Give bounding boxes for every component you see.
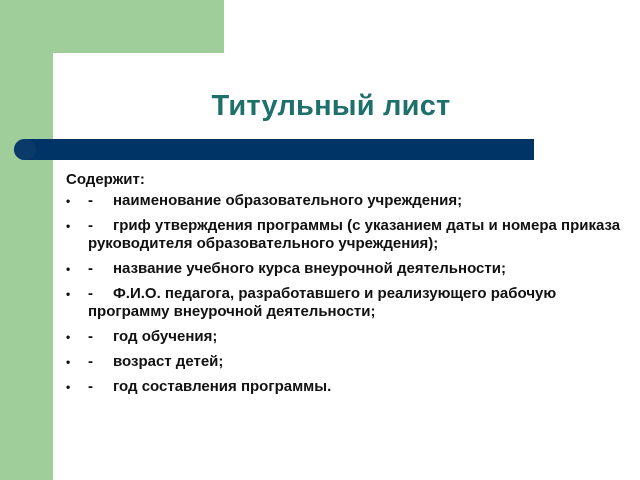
slide-content [66, 171, 626, 403]
title-underline-bar-cap [14, 139, 36, 160]
list-item-text: возраст детей; [113, 353, 224, 370]
list-item [66, 378, 626, 396]
dash-marker: - [88, 378, 93, 395]
bullet-icon: • [66, 355, 71, 369]
dash-marker: - [88, 192, 93, 209]
bullet-icon: • [66, 330, 71, 344]
dash-marker: - [88, 353, 93, 370]
bullet-list [66, 192, 626, 396]
content-lead: Содержит: [66, 171, 145, 188]
green-top-band [0, 0, 224, 53]
green-side-band [0, 0, 53, 480]
list-item-text: название учебного курса внеурочной деятельности; [113, 260, 506, 277]
list-item [66, 217, 626, 253]
bullet-icon: • [66, 380, 71, 394]
list-item [66, 260, 626, 278]
bullet-icon: • [66, 287, 71, 301]
list-item [66, 328, 626, 346]
dash-marker: - [88, 260, 93, 277]
dash-marker: - [88, 217, 93, 234]
bullet-icon: • [66, 262, 71, 276]
list-item-text: наименование образовательного учреждения; [113, 192, 463, 209]
bullet-icon: • [66, 194, 71, 208]
dash-marker: - [88, 328, 93, 345]
list-item-text: гриф утверждения программы (с указанием даты и номера приказа руководителя образовательного учреждения); [88, 217, 621, 252]
slide-title: Титульный лист [211, 90, 451, 122]
dash-marker: - [88, 285, 93, 302]
list-item [66, 285, 626, 321]
list-item-text: год составления программы. [113, 378, 332, 395]
list-item [66, 353, 626, 371]
list-item-text: Ф.И.О. педагога, разработавшего и реализующего рабочую программу внеурочной деятельности; [88, 285, 557, 320]
list-item-text: год обучения; [113, 328, 218, 345]
list-item [66, 192, 626, 210]
title-underline-bar [14, 139, 534, 160]
bullet-icon: • [66, 219, 71, 233]
